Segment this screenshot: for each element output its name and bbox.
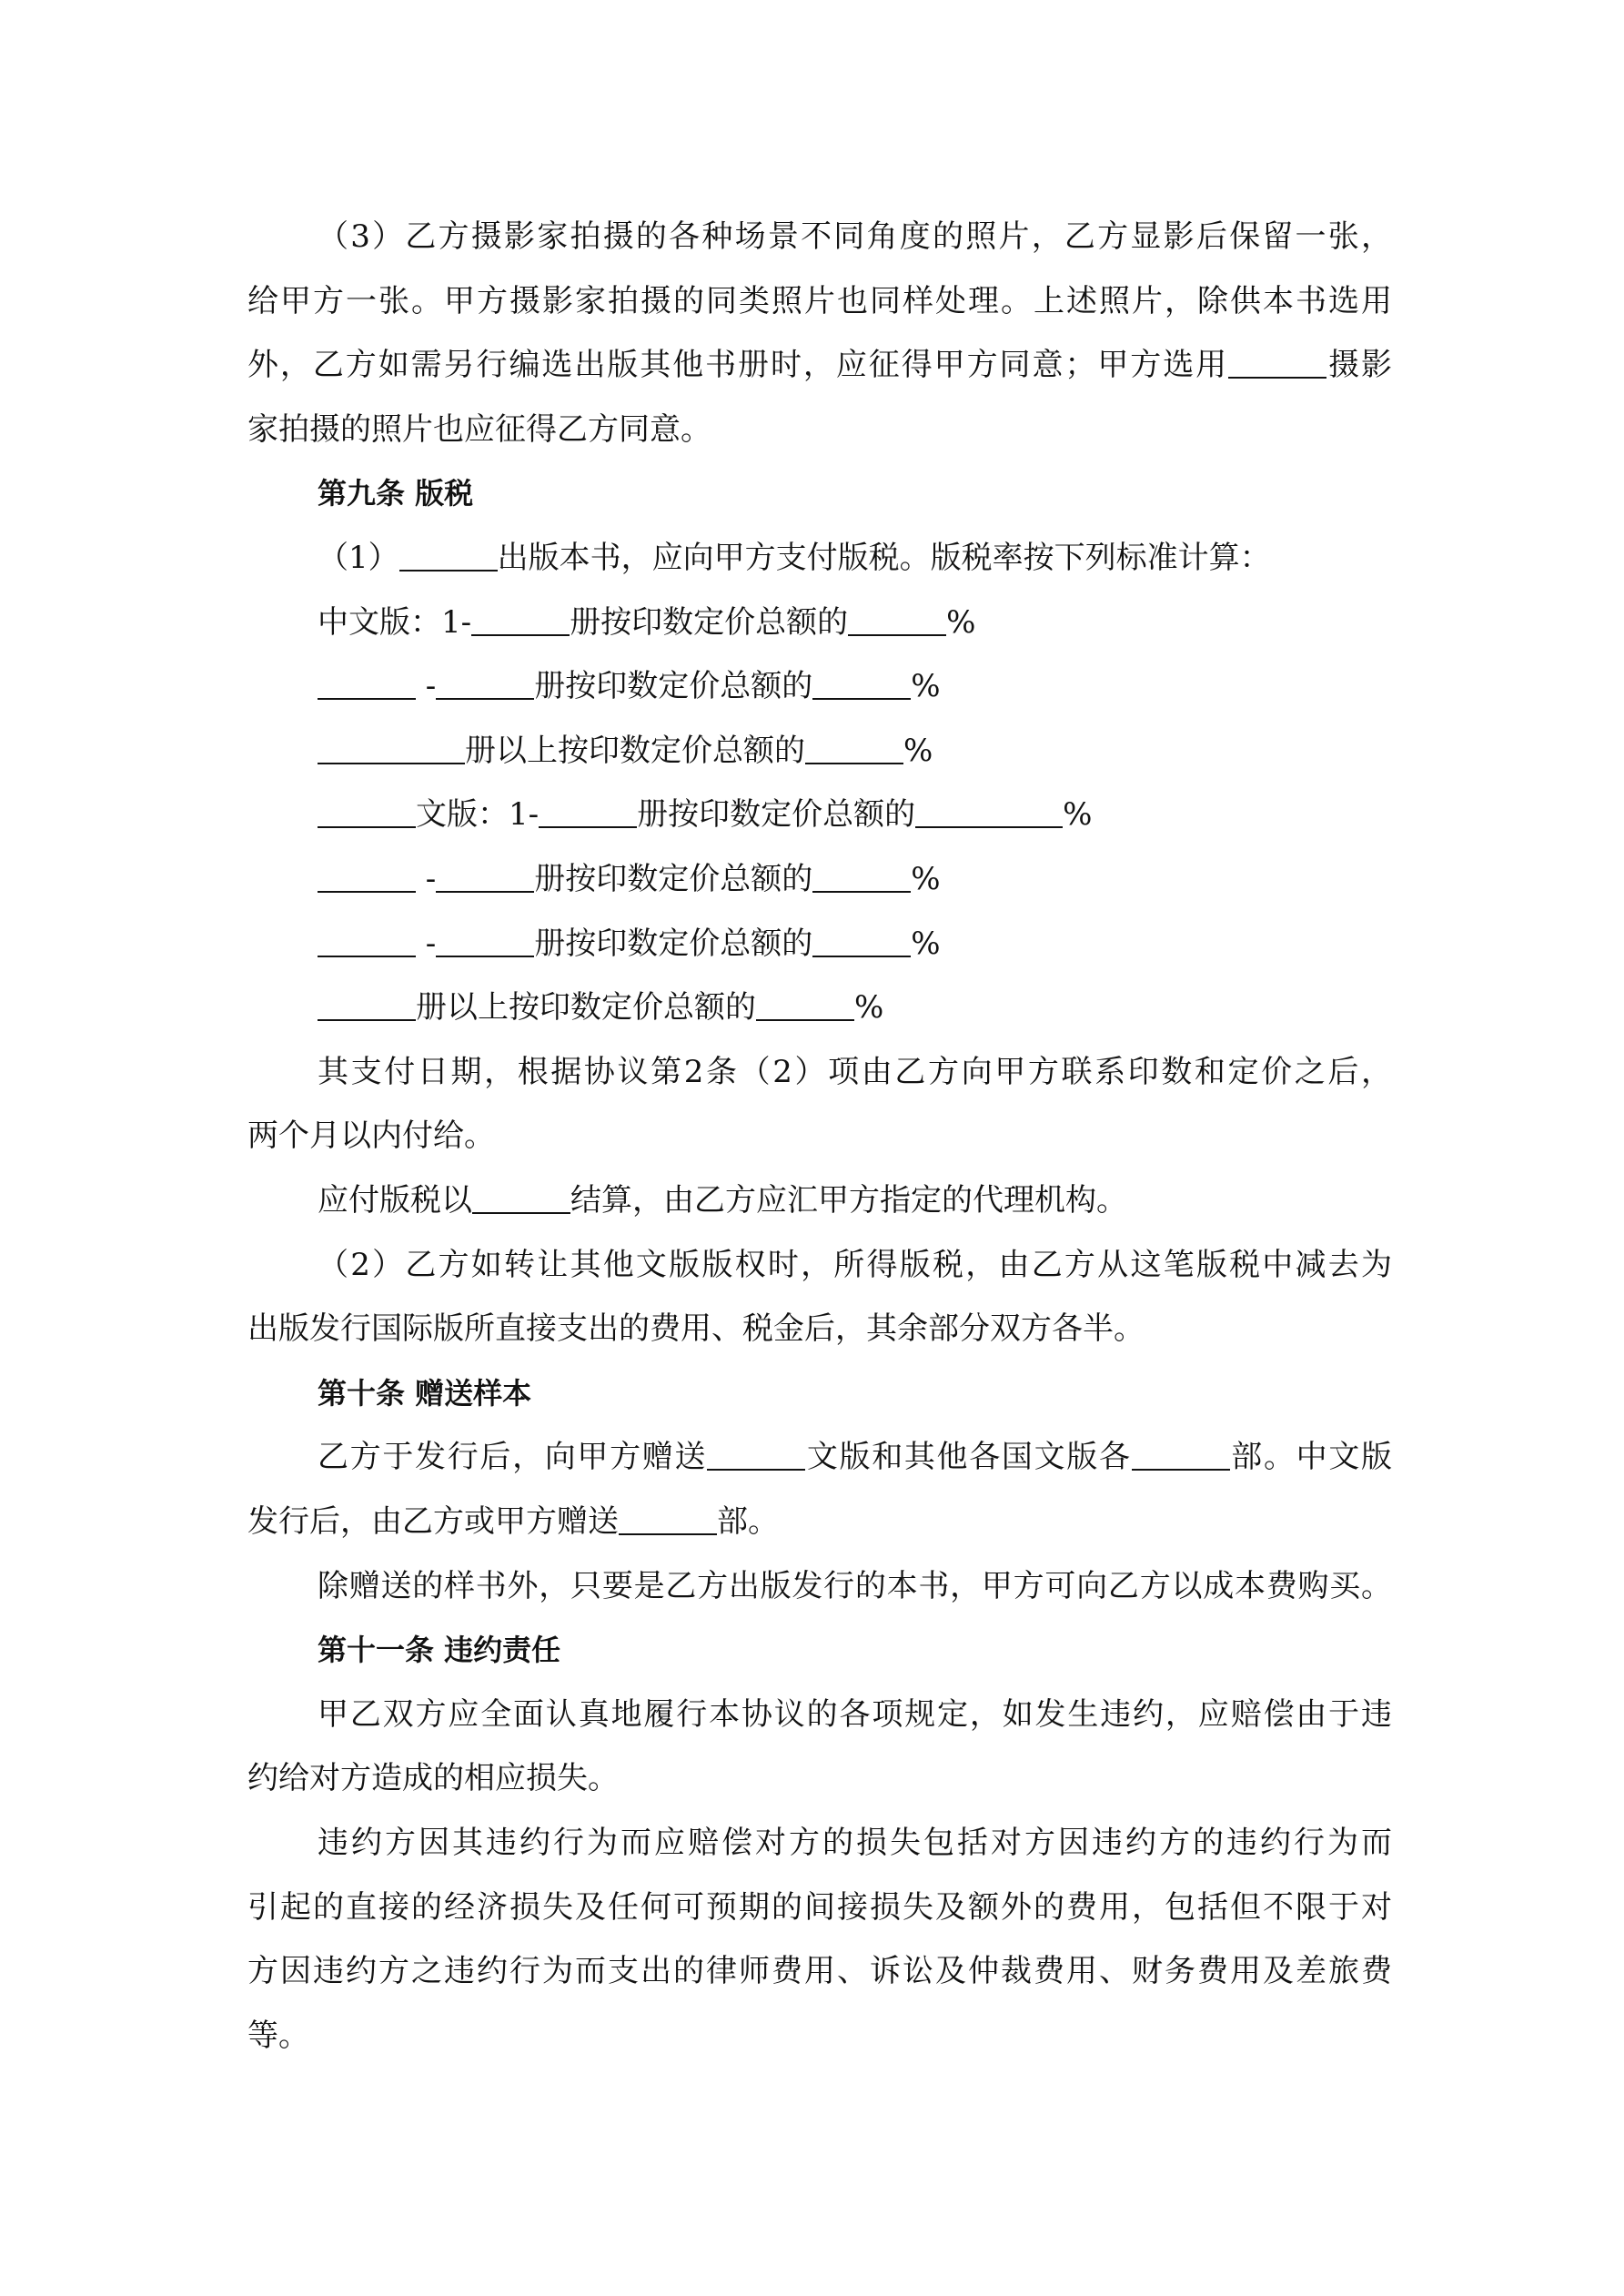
text-segment: % xyxy=(911,925,941,962)
text-line xyxy=(247,1173,1392,1228)
fill-in-blank xyxy=(318,983,416,1021)
text-segment: 两个月以内付给。 xyxy=(247,1118,495,1155)
text-segment: 家拍摄的照片也应征得乙方同意。 xyxy=(247,410,711,448)
text-segment: （2）乙方如转让其他文版版权时，所得版税，由乙方从这笔版税中减去为 xyxy=(318,1246,1392,1283)
text-segment: 给甲方一张。甲方摄影家拍摄的同类照片也同样处理。上述照片，除供本书选用 xyxy=(247,282,1392,319)
fill-in-blank xyxy=(318,662,416,700)
fill-in-blank xyxy=(436,855,534,893)
text-segment: - xyxy=(416,668,437,705)
text-segment: - xyxy=(416,925,437,962)
section-heading xyxy=(247,1623,1392,1677)
fill-in-blank xyxy=(848,598,946,636)
text-segment: 应付版税以 xyxy=(318,1182,472,1219)
fill-in-blank xyxy=(399,533,498,571)
text-line xyxy=(247,723,1392,778)
text-segment: 引起的直接的经济损失及任何可预期的间接损失及额外的费用，包括但不限于对 xyxy=(247,1888,1392,1926)
text-segment: （1） xyxy=(318,540,399,576)
text-line xyxy=(247,531,1392,585)
text-line xyxy=(247,1045,1392,1099)
text-segment: % xyxy=(946,603,976,641)
fill-in-blank xyxy=(812,662,911,700)
fill-in-blank xyxy=(539,790,637,828)
text-segment: 册按印数定价总额的 xyxy=(637,796,916,834)
text-segment: 文版：1- xyxy=(416,796,540,834)
text-segment: 部。 xyxy=(717,1503,779,1540)
text-line xyxy=(247,980,1392,1035)
text-segment: 等。 xyxy=(247,2017,309,2054)
text-line xyxy=(247,916,1392,971)
fill-in-blank xyxy=(471,598,570,636)
text-segment: 文版和其他各国文版各 xyxy=(805,1439,1132,1476)
text-segment: 出版本书，应向甲方支付版税。版税率按下列标准计算： xyxy=(497,540,1271,576)
fill-in-blank xyxy=(436,662,534,700)
text-line xyxy=(247,1494,1392,1549)
text-line xyxy=(247,209,1392,264)
text-segment: 方因违约方之违约行为而支出的律师费用、诉讼及仲裁费用、财务费用及差旅费 xyxy=(247,1953,1392,1990)
text-segment: % xyxy=(854,989,884,1027)
fill-in-blank xyxy=(318,726,465,764)
text-segment: 外，乙方如需另行编选出版其他书册时，应征得甲方同意；甲方选用 xyxy=(247,347,1229,384)
text-segment: 中文版：1- xyxy=(318,603,472,641)
text-segment: % xyxy=(911,668,941,705)
text-line xyxy=(247,1559,1392,1613)
text-segment: 出版发行国际版所直接支出的费用、税金后，其余部分双方各半。 xyxy=(247,1310,1145,1348)
text-segment: 册以上按印数定价总额的 xyxy=(416,989,756,1027)
text-segment: 甲乙双方应全面认真地履行本协议的各项规定，如发生违约，应赔偿由于违 xyxy=(318,1695,1392,1733)
text-line xyxy=(247,1430,1392,1484)
fill-in-blank xyxy=(318,790,416,828)
text-line xyxy=(247,402,1392,457)
text-line xyxy=(247,2008,1392,2063)
fill-in-blank xyxy=(472,1176,570,1214)
text-segment: % xyxy=(1063,796,1093,834)
text-line xyxy=(247,338,1392,392)
text-line xyxy=(247,1944,1392,1998)
text-segment: 册按印数定价总额的 xyxy=(534,861,813,897)
text-segment: 乙方于发行后，向甲方赠送 xyxy=(318,1439,708,1476)
text-line xyxy=(247,274,1392,329)
fill-in-blank xyxy=(318,855,416,893)
text-segment: % xyxy=(911,861,941,897)
text-line xyxy=(247,1816,1392,1870)
text-line xyxy=(247,852,1392,906)
text-segment: 册以上按印数定价总额的 xyxy=(465,732,805,769)
fill-in-blank xyxy=(1228,340,1326,379)
fill-in-blank xyxy=(318,919,416,957)
text-segment: 部。中文版 xyxy=(1229,1439,1393,1476)
text-segment: 发行后，由乙方或甲方赠送 xyxy=(247,1503,619,1540)
text-line xyxy=(247,1301,1392,1356)
text-segment: % xyxy=(903,732,933,769)
text-segment: - xyxy=(416,861,437,897)
text-line xyxy=(247,1751,1392,1805)
text-segment: 第十一条 违约责任 xyxy=(318,1633,561,1668)
text-line xyxy=(247,595,1392,650)
fill-in-blank xyxy=(805,726,903,764)
text-segment: 第十条 赠送样本 xyxy=(318,1375,532,1411)
text-line xyxy=(247,1238,1392,1292)
text-segment: 违约方因其违约行为而应赔偿对方的损失包括对方因违约方的违约行为而 xyxy=(318,1825,1392,1861)
text-line xyxy=(247,787,1392,842)
fill-in-blank xyxy=(756,983,854,1021)
text-segment: 约给对方造成的相应损失。 xyxy=(247,1760,619,1797)
text-segment: 除赠送的样书外，只要是乙方出版发行的本书，甲方可向乙方以成本费购买。 xyxy=(318,1567,1392,1604)
text-segment: 其支付日期，根据协议第2条（2）项由乙方向甲方联系印数和定价之后， xyxy=(318,1053,1392,1090)
text-line xyxy=(247,1108,1392,1163)
fill-in-blank xyxy=(812,919,911,957)
text-segment: （3）乙方摄影家拍摄的各种场景不同角度的照片，乙方显影后保留一张， xyxy=(318,218,1392,255)
text-segment: 册按印数定价总额的 xyxy=(570,603,849,641)
section-heading xyxy=(247,1366,1392,1421)
fill-in-blank xyxy=(619,1497,717,1535)
fill-in-blank xyxy=(915,790,1063,828)
text-segment: 结算，由乙方应汇甲方指定的代理机构。 xyxy=(570,1182,1127,1219)
fill-in-blank xyxy=(1132,1432,1230,1471)
text-segment: 册按印数定价总额的 xyxy=(534,925,813,962)
fill-in-blank xyxy=(436,919,534,957)
text-segment: 册按印数定价总额的 xyxy=(534,668,813,705)
fill-in-blank xyxy=(812,855,911,893)
text-segment: 第九条 版税 xyxy=(318,476,474,511)
text-line xyxy=(247,659,1392,713)
section-heading xyxy=(247,466,1392,521)
fill-in-blank xyxy=(707,1432,805,1471)
text-segment: 摄影 xyxy=(1326,347,1392,384)
text-line xyxy=(247,1687,1392,1742)
text-line xyxy=(247,1880,1392,1935)
